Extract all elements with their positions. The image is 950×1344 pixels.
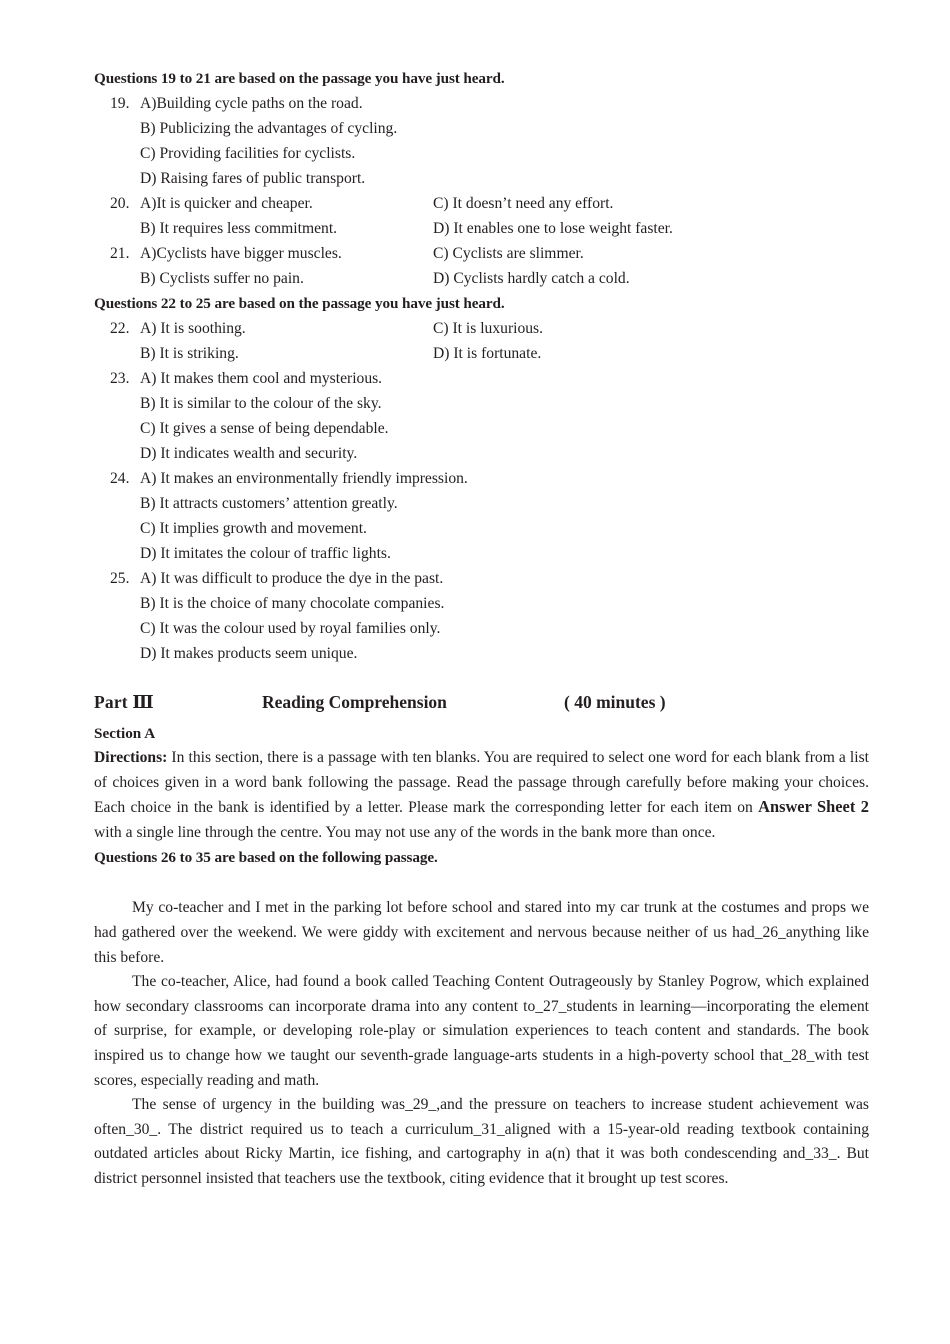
option-right[interactable]: D) Cyclists hardly catch a cold. [433, 270, 630, 287]
directions-label: Directions: [94, 749, 168, 766]
option-left[interactable] [94, 516, 367, 541]
question-22 [94, 316, 869, 366]
option-row [94, 191, 869, 216]
option-row [94, 366, 869, 391]
question-number: 19. [110, 95, 130, 112]
option-text: D) It indicates wealth and security. [140, 445, 358, 462]
question-number: 21. [110, 245, 130, 262]
option-left[interactable] [94, 266, 304, 291]
option-text: B) It is striking. [140, 345, 239, 362]
directions-paragraph [94, 746, 869, 845]
option-row [94, 166, 869, 191]
option-row [94, 91, 869, 116]
option-left[interactable] [94, 241, 342, 266]
option-row [94, 141, 869, 166]
option-text: A) It was difficult to produce the dye in the past. [140, 570, 444, 587]
questions-26-35-heading: Questions 26 to 35 are based on the following passage. [94, 849, 438, 867]
directions-text-part2: with a single line through the centre. You may not use any of the words in the bank more than once. [94, 823, 716, 841]
option-left[interactable] [94, 466, 468, 491]
question-19 [94, 91, 869, 191]
option-row [94, 116, 869, 141]
directions-text-part1: In this section, there is a passage with ten blanks. You are required to select one word for each blank from a list of choices given in a word bank following the passage. Read the passage through carefully before making your choices. Each choice in the bank is identified by a letter. Please mark the corresponding letter for each item on [94, 749, 869, 817]
option-text: A)Building cycle paths on the road. [140, 95, 363, 112]
questions-19-21-heading: Questions 19 to 21 are based on the passage you have just heard. [94, 70, 505, 87]
option-text: B) It requires less commitment. [140, 220, 338, 237]
option-left[interactable] [94, 416, 389, 441]
option-right[interactable]: D) It enables one to lose weight faster. [433, 220, 673, 237]
option-text: C) It was the colour used by royal families only. [140, 620, 441, 637]
option-text: B) Publicizing the advantages of cycling. [140, 120, 398, 137]
option-left[interactable] [94, 641, 357, 666]
option-text: C) It implies growth and movement. [140, 520, 367, 537]
option-row [94, 341, 869, 366]
option-right[interactable]: C) It doesn’t need any effort. [433, 195, 614, 212]
option-row [94, 391, 869, 416]
option-right[interactable]: C) It is luxurious. [433, 320, 544, 337]
part-time-allowance: ( 40 minutes ) [564, 692, 666, 712]
answer-sheet-reference: Answer Sheet 2 [758, 797, 869, 817]
section-a-label: Section A [94, 725, 156, 742]
option-left[interactable] [94, 216, 337, 241]
option-row [94, 591, 869, 616]
question-23 [94, 366, 869, 466]
option-row [94, 541, 869, 566]
option-row [94, 466, 869, 491]
option-row [94, 266, 869, 291]
question-number: 20. [110, 195, 130, 212]
option-left[interactable] [94, 141, 355, 166]
part-label: Part Ⅲ [94, 692, 154, 712]
question-20 [94, 191, 869, 241]
option-left[interactable] [94, 391, 382, 416]
option-text: C) It gives a sense of being dependable. [140, 420, 389, 437]
part-title: Reading Comprehension [262, 692, 447, 712]
part-3-header [94, 692, 869, 721]
option-left[interactable] [94, 166, 365, 191]
option-text: A)Cyclists have bigger muscles. [140, 245, 342, 262]
option-left[interactable] [94, 316, 246, 341]
option-row [94, 241, 869, 266]
option-left[interactable] [94, 191, 313, 216]
option-text: D) It imitates the colour of traffic lights. [140, 545, 391, 562]
option-left[interactable] [94, 116, 397, 141]
question-24 [94, 466, 869, 566]
passage-paragraph: The sense of urgency in the building was_29_,and the pressure on teachers to increase student achievement was often_30_. The district required us to teach a curriculum_31_aligned with a 15-year-old reading textbook containing outdated articles about Ricky Martin, ice fishing, and cartography in a(n) that it was both condescending and_33_. But district personnel insisted that teachers use the textbook, citing evidence that it brought up test scores. [94, 1096, 869, 1187]
questions-22-25-heading: Questions 22 to 25 are based on the passage you have just heard. [94, 295, 505, 312]
option-left[interactable] [94, 616, 440, 641]
question-number: 25. [110, 570, 130, 587]
option-row [94, 441, 869, 466]
passage-gap [94, 870, 869, 896]
reading-passage [94, 896, 869, 1191]
option-text: D) It makes products seem unique. [140, 645, 358, 662]
option-right[interactable]: D) It is fortunate. [433, 345, 542, 362]
option-left[interactable] [94, 566, 443, 591]
option-text: A) It makes an environmentally friendly impression. [140, 470, 468, 487]
option-text: A) It makes them cool and mysterious. [140, 370, 383, 387]
option-left[interactable] [94, 341, 239, 366]
option-text: B) Cyclists suffer no pain. [140, 270, 304, 287]
option-left[interactable] [94, 491, 398, 516]
question-number: 23. [110, 370, 130, 387]
option-text: A) It is soothing. [140, 320, 246, 337]
question-25 [94, 566, 869, 666]
passage-paragraph: My co-teacher and I met in the parking lot before school and stared into my car trunk at the costumes and props we had gathered over the weekend. We were giddy with excitement and nervous because neither of us had_26_anything like this before. [94, 899, 869, 966]
option-row [94, 616, 869, 641]
option-row [94, 416, 869, 441]
option-text: D) Raising fares of public transport. [140, 170, 366, 187]
option-left[interactable] [94, 441, 357, 466]
question-number: 24. [110, 470, 130, 487]
page-content [94, 66, 869, 1192]
option-row [94, 216, 869, 241]
option-left[interactable] [94, 91, 363, 116]
option-text: B) It attracts customers’ attention greatly. [140, 495, 398, 512]
option-row [94, 491, 869, 516]
option-text: B) It is similar to the colour of the sky. [140, 395, 382, 412]
option-row [94, 566, 869, 591]
passage-paragraph: The co-teacher, Alice, had found a book called Teaching Content Outrageously by Stanley Pogrow, which explained how secondary classrooms can incorporate drama into any content to_27_students in learning—incorporating the element of surprise, for example, or developing role-play or simulation experiences to teach content and standards. The book inspired us to change how we taught our seventh-grade language-arts students in a high-poverty school that_28_with test scores, especially reading and math. [94, 973, 869, 1089]
option-text: A)It is quicker and cheaper. [140, 195, 313, 212]
option-row [94, 641, 869, 666]
option-row [94, 316, 869, 341]
option-text: B) It is the choice of many chocolate companies. [140, 595, 445, 612]
question-21 [94, 241, 869, 291]
option-text: C) Providing facilities for cyclists. [140, 145, 356, 162]
option-row [94, 516, 869, 541]
question-number: 22. [110, 320, 130, 337]
option-left[interactable] [94, 591, 444, 616]
option-right[interactable]: C) Cyclists are slimmer. [433, 245, 584, 262]
option-left[interactable] [94, 541, 391, 566]
option-left[interactable] [94, 366, 382, 391]
